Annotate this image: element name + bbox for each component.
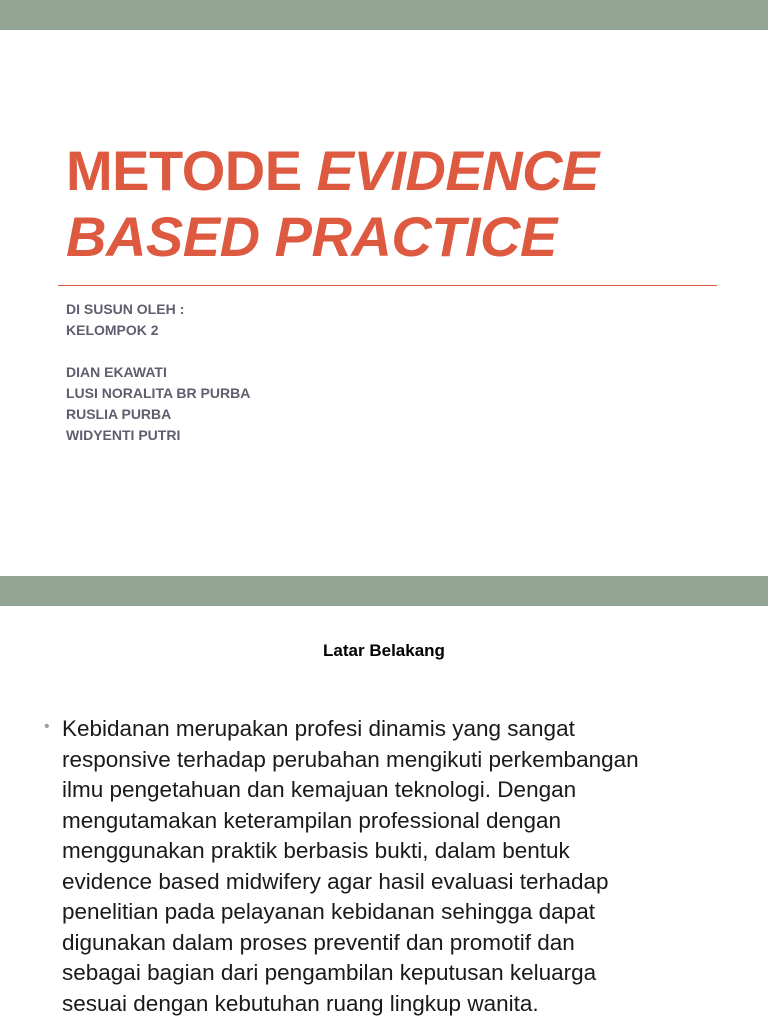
bullet-line: mengutamakan keterampilan professional dengan — [62, 807, 562, 833]
bullet-line: Kebidanan merupakan profesi dinamis yang sangat — [62, 716, 575, 741]
bullet-line: menggunakan praktik berbasis bukti, dalam bentuk — [62, 838, 570, 863]
title-italic-1: EVIDENCE — [316, 139, 599, 202]
subtitle-spacer — [66, 341, 250, 362]
bullet-item — [44, 714, 734, 1019]
slide2-top-band — [0, 576, 768, 606]
bullet-text — [62, 714, 734, 1019]
slide2-heading: Latar Belakang — [323, 641, 445, 660]
bullet-line: evidence based midwifery agar hasil evaluasi terhadap — [62, 868, 609, 894]
member-name: RUSLIA PURBA — [66, 406, 172, 422]
bullet-line: responsive terhadap perubahan mengikuti perkembangan — [62, 746, 639, 772]
bullet-line: sesuai dengan kebutuhan ruang lingkup wanita. — [62, 990, 539, 1016]
slide1-title — [66, 138, 726, 270]
bullet-line: penelitian pada pelayanan kebidanan sehingga dapat — [62, 899, 595, 924]
bullet-line: digunakan dalam proses preventif dan promotif dan — [62, 929, 575, 955]
title-divider — [58, 285, 717, 286]
title-plain: METODE — [66, 139, 317, 202]
member-name: LUSI NORALITA BR PURBA — [66, 385, 251, 401]
member-name: WIDYENTI PUTRI — [66, 427, 181, 443]
member-name: DIAN EKAWATI — [66, 364, 167, 380]
bullet-line: sebagai bagian dari pengambilan keputusan keluarga — [62, 960, 597, 985]
subtitle-line: KELOMPOK 2 — [66, 322, 159, 338]
subtitle-line: DI SUSUN OLEH : — [66, 301, 185, 317]
title-italic-2: BASED PRACTICE — [66, 205, 557, 268]
bullet-dot-icon: • — [44, 718, 50, 735]
subtitle-block — [66, 299, 250, 446]
slide1-top-band — [0, 0, 768, 30]
bullet-line: ilmu pengetahuan dan kemajuan teknologi. Dengan — [62, 777, 577, 802]
